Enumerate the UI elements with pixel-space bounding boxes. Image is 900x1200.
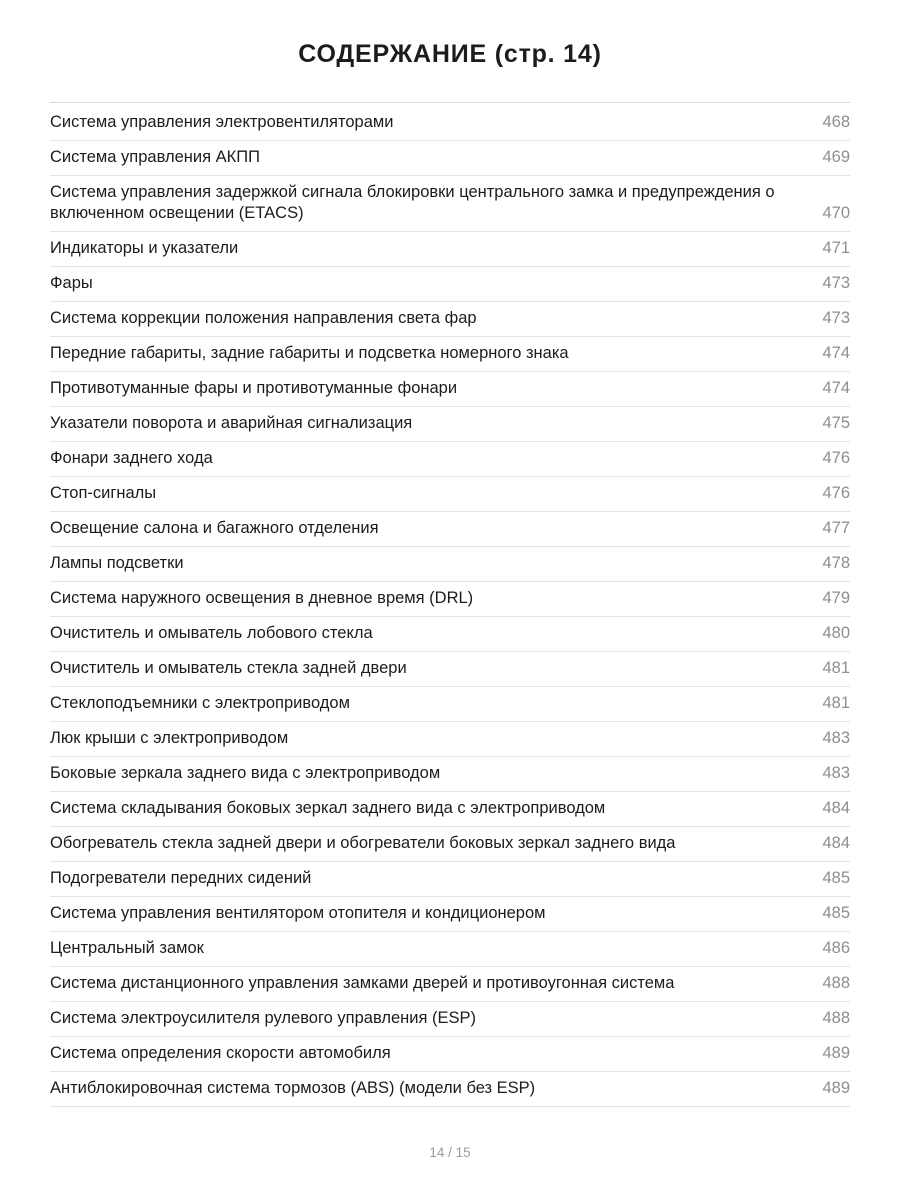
toc-entry-label: Система наружного освещения в дневное время (DRL) <box>50 589 474 607</box>
toc-entry-page: 469 <box>822 148 850 166</box>
toc-entry-page: 476 <box>822 449 850 467</box>
toc-entry-label: Антиблокировочная система тормозов (ABS) (модели без ESP) <box>50 1079 536 1097</box>
toc-entry-page: 470 <box>822 204 850 222</box>
toc-entry-page: 484 <box>822 834 850 852</box>
toc-entry-label: Указатели поворота и аварийная сигнализация <box>50 414 413 432</box>
toc-entry-page: 485 <box>822 869 850 887</box>
toc-entry[interactable] <box>50 722 850 757</box>
toc-entry-page: 484 <box>822 799 850 817</box>
toc-entry-page: 473 <box>822 274 850 292</box>
title-divider <box>50 102 850 103</box>
page-title: СОДЕРЖАНИЕ (стр. 14) <box>298 40 602 68</box>
toc-entry-page: 485 <box>822 904 850 922</box>
toc-entry-label: Обогреватель стекла задней двери и обогреватели боковых зеркал заднего вида <box>50 834 676 852</box>
toc-entry-page: 489 <box>822 1044 850 1062</box>
toc-entry-label: Система управления АКПП <box>50 148 260 166</box>
toc-entry-label: Система электроусилителя рулевого управления (ESP) <box>50 1009 476 1027</box>
toc-entry-page: 481 <box>822 659 850 677</box>
toc-entry-label: Система управления задержкой сигнала блокировки центрального замка и предупреждения о включенном освещении (ETACS) <box>50 183 775 222</box>
toc-entry[interactable] <box>50 512 850 547</box>
toc-entry-label: Индикаторы и указатели <box>50 239 239 257</box>
toc-entry[interactable] <box>50 1002 850 1037</box>
toc-entry[interactable] <box>50 932 850 967</box>
toc-entry-page: 471 <box>822 239 850 257</box>
toc-entry[interactable] <box>50 141 850 176</box>
toc-entry-label: Очиститель и омыватель лобового стекла <box>50 624 373 642</box>
toc-entry-label: Стеклоподъемники с электроприводом <box>50 694 350 712</box>
toc-entry-page: 480 <box>822 624 850 642</box>
toc-entry[interactable] <box>50 687 850 722</box>
toc-entry-label: Фары <box>50 274 93 292</box>
toc-entry[interactable] <box>50 477 850 512</box>
toc-entry[interactable] <box>50 897 850 932</box>
toc-entry-page: 481 <box>822 694 850 712</box>
toc-entry-label: Очиститель и омыватель стекла задней двери <box>50 659 407 677</box>
toc-entry-label: Стоп-сигналы <box>50 484 157 502</box>
toc-entry-page: 478 <box>822 554 850 572</box>
toc-entry-label: Противотуманные фары и противотуманные фонари <box>50 379 458 397</box>
toc-entry-label: Система управления вентилятором отопителя и кондиционером <box>50 904 546 922</box>
toc-entry[interactable] <box>50 547 850 582</box>
toc-entry-page: 474 <box>822 379 850 397</box>
toc-entry[interactable] <box>50 967 850 1002</box>
toc-entry-label: Люк крыши с электроприводом <box>50 729 289 747</box>
toc-entry-page: 483 <box>822 729 850 747</box>
toc-entry-label: Система определения скорости автомобиля <box>50 1044 391 1062</box>
toc-entry[interactable] <box>50 372 850 407</box>
toc-entry-label: Боковые зеркала заднего вида с электроприводом <box>50 764 441 782</box>
toc-entry-page: 468 <box>822 113 850 131</box>
toc-entry[interactable] <box>50 652 850 687</box>
toc-entry-label: Система складывания боковых зеркал заднего вида с электроприводом <box>50 799 606 817</box>
toc-entry-label: Система дистанционного управления замками дверей и противоугонная система <box>50 974 675 992</box>
toc-entry-label: Система коррекции положения направления света фар <box>50 309 477 327</box>
toc-entry[interactable] <box>50 176 850 232</box>
toc-list <box>50 106 850 1107</box>
toc-entry[interactable] <box>50 827 850 862</box>
toc-entry[interactable] <box>50 582 850 617</box>
toc-entry[interactable] <box>50 106 850 141</box>
toc-entry[interactable] <box>50 232 850 267</box>
page-number-footer: 14 / 15 <box>429 1145 471 1160</box>
toc-entry[interactable] <box>50 267 850 302</box>
toc-entry[interactable] <box>50 862 850 897</box>
toc-entry-label: Система управления электровентиляторами <box>50 113 394 131</box>
toc-entry-page: 476 <box>822 484 850 502</box>
toc-entry[interactable] <box>50 792 850 827</box>
toc-entry-page: 488 <box>822 1009 850 1027</box>
toc-entry[interactable] <box>50 442 850 477</box>
toc-entry[interactable] <box>50 407 850 442</box>
toc-entry-page: 477 <box>822 519 850 537</box>
toc-entry-label: Подогреватели передних сидений <box>50 869 312 887</box>
toc-entry[interactable] <box>50 757 850 792</box>
toc-entry-label: Лампы подсветки <box>50 554 184 572</box>
toc-entry-page: 473 <box>822 309 850 327</box>
toc-entry-page: 486 <box>822 939 850 957</box>
toc-entry[interactable] <box>50 1072 850 1107</box>
toc-entry-page: 475 <box>822 414 850 432</box>
toc-entry-page: 474 <box>822 344 850 362</box>
toc-entry-page: 479 <box>822 589 850 607</box>
toc-entry-label: Передние габариты, задние габариты и подсветка номерного знака <box>50 344 569 362</box>
toc-entry-page: 488 <box>822 974 850 992</box>
toc-entry[interactable] <box>50 617 850 652</box>
toc-entry-label: Освещение салона и багажного отделения <box>50 519 379 537</box>
toc-entry[interactable] <box>50 302 850 337</box>
toc-entry-label: Центральный замок <box>50 939 204 957</box>
toc-entry-label: Фонари заднего хода <box>50 449 213 467</box>
toc-entry[interactable] <box>50 337 850 372</box>
toc-entry-page: 483 <box>822 764 850 782</box>
toc-entry[interactable] <box>50 1037 850 1072</box>
toc-entry-page: 489 <box>822 1079 850 1097</box>
